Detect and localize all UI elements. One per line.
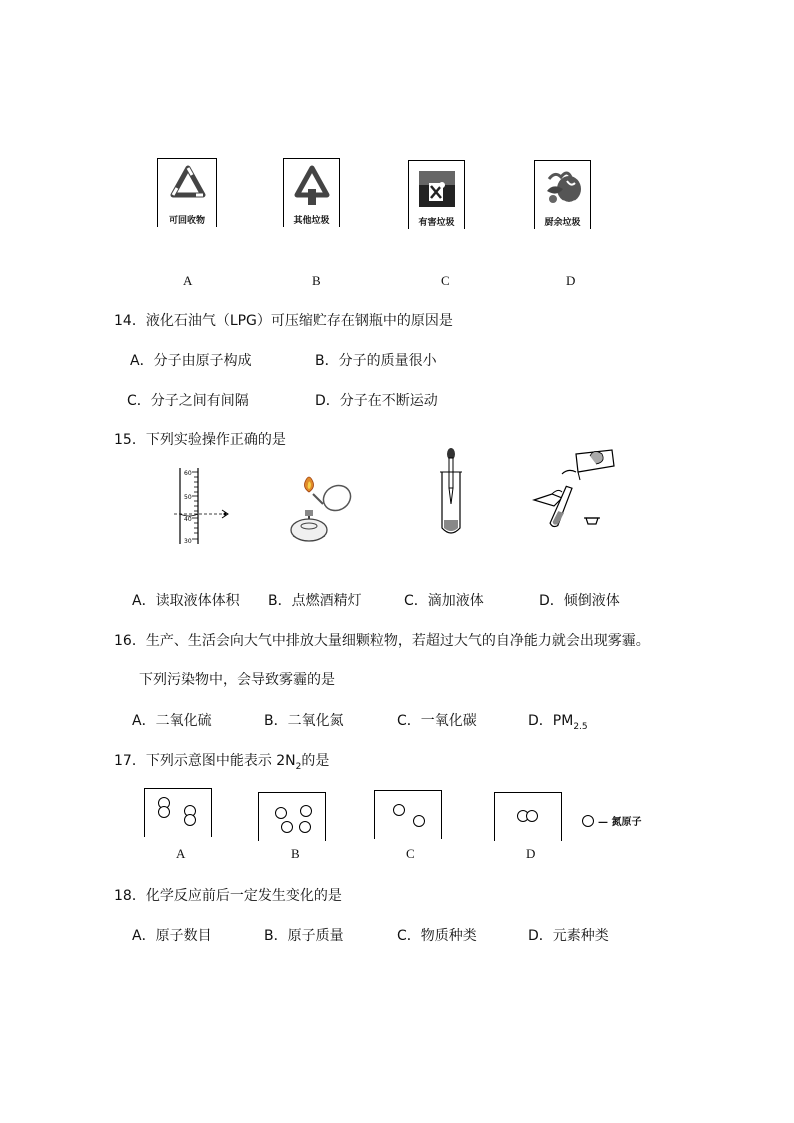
q16-option-d[interactable] [528,712,588,736]
nitrogen-atom [275,807,287,819]
kitchen-waste-icon [541,165,585,209]
q15-option-d[interactable]: D．倾倒液体 [539,593,620,609]
nitrogen-atom [184,814,196,826]
q14-option-d[interactable]: D．分子在不断运动 [315,393,438,409]
cylinder-tick-label: 50 [184,494,192,501]
molecule-diagram-a[interactable] [144,788,212,837]
sign-label: 可回收物 [168,216,205,226]
nitrogen-atom [158,806,170,818]
sign-recyclable [157,158,217,227]
option-letter: B [291,846,300,861]
q18-option-a[interactable]: A．原子数目 [132,928,212,944]
q14-option-b[interactable]: B．分子的质量很小 [315,353,437,369]
q17-stem-subscript: 2 [295,761,302,772]
option-letter: B [312,273,321,288]
q15-option-c[interactable]: C．滴加液体 [404,593,484,609]
legend-nitrogen-atom-icon [582,815,594,827]
molecule-diagram-d[interactable] [494,792,562,841]
molecule-diagram-b[interactable] [258,792,326,841]
pouring-liquid-figure [532,446,622,532]
option-letter: A [183,273,193,288]
hazardous-waste-icon [419,171,455,207]
q18-option-c[interactable]: C．物质种类 [397,928,477,944]
graduated-cylinder-figure [170,466,240,546]
nitrogen-atom [526,810,538,822]
q18-option-b[interactable]: B．原子质量 [264,928,344,944]
question-17-stem [114,752,329,776]
option-letter: D [526,846,536,861]
q16-option-a[interactable]: A．二氧化硫 [132,713,212,729]
option-letter: C [406,846,415,861]
sign-label: 厨余垃圾 [544,218,581,228]
q14-option-c[interactable]: C．分子之间有间隔 [127,393,249,409]
q16-option-d-text: D．PM [528,713,574,729]
sign-other-waste [283,158,340,227]
sign-label: 有害垃圾 [418,218,455,228]
q18-option-d[interactable]: D．元素种类 [528,928,609,944]
q14-option-a[interactable]: A．分子由原子构成 [130,353,252,369]
question-18-stem: 18．化学反应前后一定发生变化的是 [114,888,342,904]
question-16-stem-line2: 下列污染物中，会导致雾霾的是 [139,672,335,688]
other-waste-icon [294,165,330,207]
sign-label: 其他垃圾 [293,216,330,226]
q15-option-b[interactable]: B．点燃酒精灯 [268,593,362,609]
option-letter: C [441,273,450,288]
question-15-stem: 15．下列实验操作正确的是 [114,432,286,448]
nitrogen-atom [393,804,405,816]
nitrogen-atom [300,805,312,817]
q16-option-b[interactable]: B．二氧化氮 [264,713,344,729]
legend-label: — 氮原子 [598,817,642,828]
q17-stem-suffix: 的是 [301,753,330,769]
molecule-diagram-c[interactable] [374,790,442,839]
q17-stem-text: 17．下列示意图中能表示 2N [114,753,296,769]
alcohol-lamp-figure [285,470,357,548]
sign-hazardous-waste [408,160,465,229]
nitrogen-atom [281,821,293,833]
cylinder-tick-label: 30 [184,538,192,545]
sign-kitchen-waste [534,160,591,229]
cylinder-tick-label: 60 [184,470,192,477]
nitrogen-atom [413,815,425,827]
cylinder-tick-label: 40 [184,516,192,523]
dropper-test-tube-figure [436,446,466,538]
option-letter: A [176,846,186,861]
q15-option-a[interactable]: A．读取液体体积 [132,593,240,609]
q16-option-c[interactable]: C．一氧化碳 [397,713,477,729]
option-letter: D [566,273,576,288]
recycle-icon [170,165,206,201]
question-16-stem: 16．生产、生活会向大气中排放大量细颗粒物，若超过大气的自净能力就会出现雾霾。 [114,633,650,649]
nitrogen-atom [299,821,311,833]
question-14-stem: 14．液化石油气（LPG）可压缩贮存在钢瓶中的原因是 [114,313,453,329]
q16-option-d-subscript: 2.5 [573,721,588,732]
